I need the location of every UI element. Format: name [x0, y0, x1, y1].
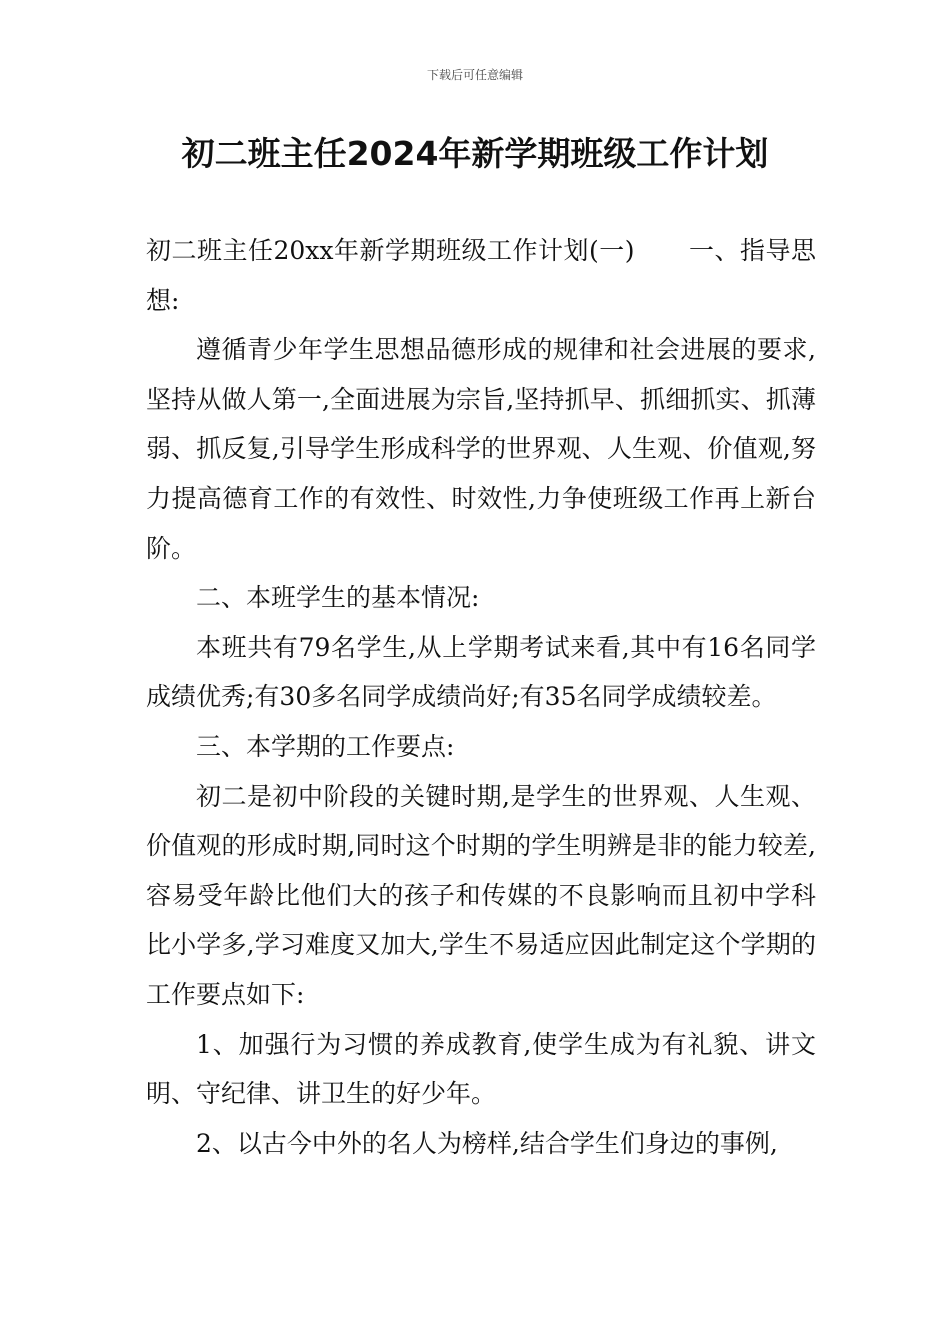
document-title: 初二班主任2024年新学期班级工作计划 [181, 134, 769, 173]
points-paragraph: 初二是初中阶段的关键时期,是学生的世界观、人生观、价值观的形成时期,同时这个时期的学生明辨是非的能力较差,容易受年龄比他们大的孩子和传媒的不良影响而且初中学科比小学多,学习难度又加大,学生不易适应因此制定这个学期的工作要点如下: [146, 781, 816, 1009]
page-header-note: 下载后可任意编辑 [426, 68, 523, 82]
intro-paragraph [146, 226, 816, 325]
points-heading: 三、本学期的工作要点: [196, 731, 455, 761]
list-item: 1、加强行为习惯的养成教育,使学生成为有礼貌、讲文明、守纪律、讲卫生的好少年。 [146, 1029, 816, 1109]
document-body [146, 226, 816, 1168]
situation-heading: 二、本班学生的基本情况: [196, 583, 480, 613]
list-item: 2、以古今中外的名人为榜样,结合学生们身边的事例, [196, 1128, 778, 1158]
situation-paragraph: 本班共有79名学生,从上学期考试来看,其中有16名同学成绩优秀;有30多名同学成绩尚好;有35名同学成绩较差。 [146, 632, 816, 712]
plan-subtitle: 初二班主任20xx年新学期班级工作计划(一) [146, 236, 635, 265]
guiding-heading: 一、指导思想: [146, 236, 816, 315]
guiding-paragraph: 遵循青少年学生思想品德形成的规律和社会进展的要求,坚持从做人第一,全面进展为宗旨,坚持抓早、抓细抓实、抓薄弱、抓反复,引导学生形成科学的世界观、人生观、价值观,努力提高德育工作的有效性、时效性,力争使班级工作再上新台阶。 [146, 335, 816, 563]
